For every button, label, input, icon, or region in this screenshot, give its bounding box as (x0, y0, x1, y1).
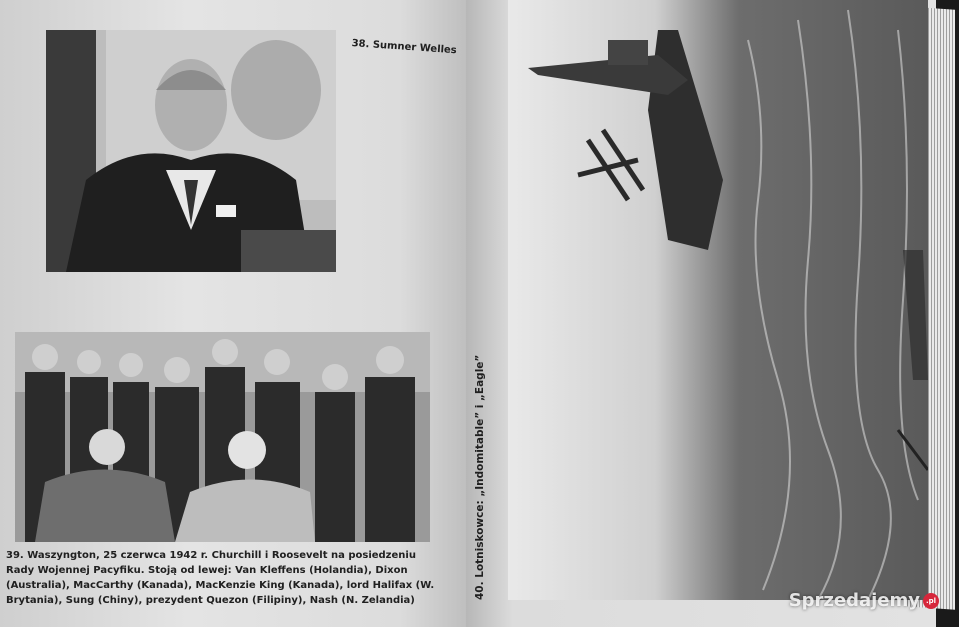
watermark (789, 590, 939, 611)
caption-photo-38: 38. Sumner Welles (351, 38, 458, 57)
caption-photo-39: 39. Waszyngton, 25 czerwca 1942 r. Churchill i Roosevelt na posiedzeniu Rady Wojennej Pacyfiku. Stoją od lewej: Van Kleffens (Holandia), Dixon (Australia), MacCarthy (Kanada), MacKenzie King (Kanada), lord Halifax (W. Brytania), Sung (Chiny), prezydent Quezon (Filipiny), Nash (N. Zelandia) (6, 550, 435, 606)
photo-aircraft-carriers (508, 0, 928, 600)
caption-photo-40: 40. Lotniskowce: „Indomitable” i „Eagle” (474, 354, 486, 600)
photo-sumner-welles (46, 30, 336, 272)
photo-pacific-war-council (15, 332, 430, 542)
watermark-text: Sprzedajemy (788, 590, 920, 611)
watermark-badge: .pl (923, 593, 939, 609)
